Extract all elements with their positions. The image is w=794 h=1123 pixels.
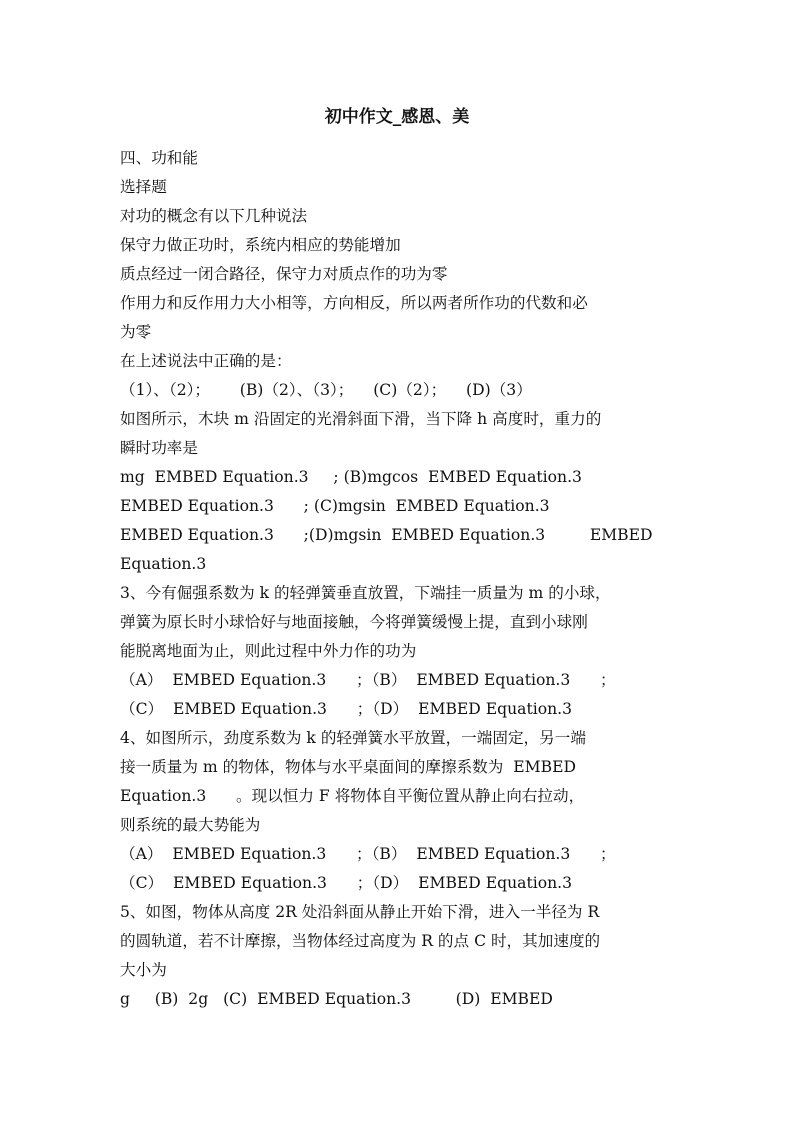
subsection-heading: 选择题 [120,178,167,196]
question-text: 如图所示，木块 m 沿固定的光滑斜面下滑，当下降 h 高度时，重力的 [120,410,602,428]
question-text-continued: 则系统的最大势能为 [120,816,261,834]
section-heading: 四、功和能 [120,149,198,167]
question-text-continued: 瞬时功率是 [120,439,198,457]
statement-2: 质点经过一闭合路径，保守力对质点作的功为零 [120,265,448,283]
question-text-continued: 弹簧为原长时小球恰好与地面接触，今将弹簧缓慢上提，直到小球刚 [120,613,588,631]
document-body [120,144,676,1014]
question-text: 3、今有倔强系数为 k 的轻弹簧垂直放置，下端挂一质量为 m 的小球， [120,584,611,602]
answer-options: （C） EMBED Equation.3 ；（D） EMBED Equation.3 [120,874,573,892]
question-text-continued: 能脱离地面为止，则此过程中外力作的功为 [120,642,417,660]
answer-options: （A） EMBED Equation.3 ；（B） EMBED Equation.3 ； [120,671,616,689]
question-text: 4、如图所示，劲度系数为 k 的轻弹簧水平放置，一端固定，另一端 [120,729,586,747]
answer-options: Equation.3 [120,555,207,573]
statement-3-continued: 为零 [120,323,152,341]
question-text-continued: 接一质量为 m 的物体，物体与水平桌面间的摩擦系数为 EMBED [120,758,576,776]
answer-options: g (B) 2g (C) EMBED Equation.3 (D) EMBED [120,990,553,1008]
statement-1: 保守力做正功时，系统内相应的势能增加 [120,236,401,254]
question-text-continued: 大小为 [120,961,167,979]
answer-options: （C） EMBED Equation.3 ；（D） EMBED Equation.3 [120,700,573,718]
answer-options: EMBED Equation.3 ; (C)mgsin EMBED Equation.3 [120,497,550,515]
answer-options: EMBED Equation.3 ;(D)mgsin EMBED Equation.3 EMBED [120,526,653,544]
question-text-continued: Equation.3 。现以恒力 F 将物体自平衡位置从静止向右拉动， [120,787,585,805]
page-title: 初中作文_感恩、美 [324,107,470,127]
question-text: 对功的概念有以下几种说法 [120,207,308,225]
question-text: 5、如图，物体从高度 2R 处沿斜面从静止开始下滑，进入一半径为 R [120,903,600,921]
statement-3: 作用力和反作用力大小相等，方向相反，所以两者所作功的代数和必 [120,294,588,312]
answer-options: mg EMBED Equation.3 ; (B)mgcos EMBED Equation.3 [120,468,582,486]
question-prompt: 在上述说法中正确的是： [120,352,292,370]
question-text-continued: 的圆轨道，若不计摩擦，当物体经过高度为 R 的点 C 时，其加速度的 [120,932,601,950]
answer-options: （1）、（2）； (B)（2）、（3）； (C)（2）； (D)（3） [120,381,532,399]
answer-options: （A） EMBED Equation.3 ；（B） EMBED Equation.3 ； [120,845,616,863]
